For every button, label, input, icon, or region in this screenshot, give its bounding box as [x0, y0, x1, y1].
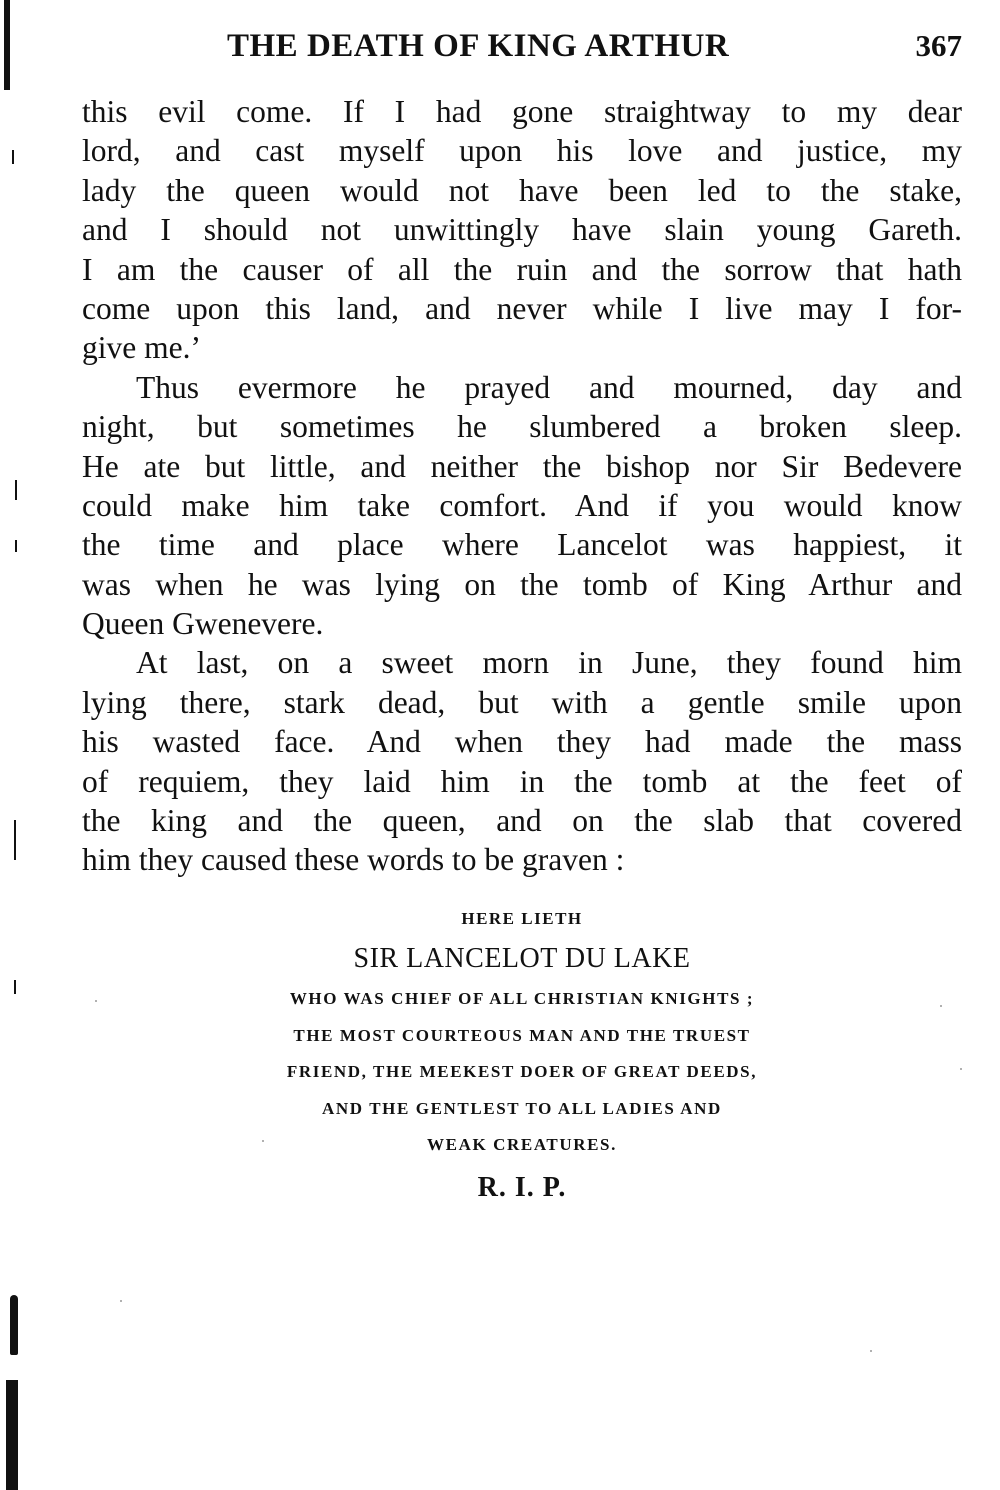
scan-edge-mark	[14, 820, 16, 860]
text-line: come upon this land, and never while I live may I for-	[82, 290, 962, 326]
text-line: night, but sometimes he slumbered a broken sleep.	[82, 409, 962, 445]
text-line: of requiem, they laid him in the tomb at the feet of	[82, 763, 962, 799]
epitaph-line: WEAK CREATURES.	[427, 1135, 617, 1154]
scan-edge-mark	[10, 1295, 18, 1355]
text-line: the time and place where Lancelot was happiest, it	[82, 527, 962, 563]
epitaph-line: FRIEND, THE MEEKEST DOER OF GREAT DEEDS,	[286, 1062, 758, 1081]
text-line: could make him take comfort. And if you would know	[82, 487, 962, 523]
scan-edge-mark	[12, 150, 14, 164]
text-line: was when he was lying on the tomb of King Arthur and	[82, 566, 962, 602]
scan-edge-mark	[6, 1380, 18, 1490]
epitaph-line: THE MOST COURTEOUS MAN AND THE TRUEST	[293, 1025, 751, 1045]
body-text	[82, 92, 962, 880]
scan-edge-mark	[15, 480, 17, 500]
text-line: lord, and cast myself upon his love and justice, my	[82, 133, 962, 169]
text-line: Thus evermore he prayed and mourned, day and	[136, 369, 962, 405]
text-line: I am the causer of all the ruin and the sorrow that hath	[82, 251, 962, 287]
scan-edge-mark	[4, 0, 10, 90]
epitaph-name: SIR LANCELOT DU LAKE	[353, 943, 691, 974]
text-line: At last, on a sweet morn in June, they found him	[136, 645, 962, 681]
scan-speck	[870, 1350, 872, 1352]
running-title: THE DEATH OF KING ARTHUR	[227, 28, 730, 64]
text-line: lying there, stark dead, but with a gentle smile upon	[82, 684, 962, 720]
page-header	[82, 28, 962, 74]
scan-edge-mark	[14, 980, 16, 994]
text-line: this evil come. If I had gone straightway to my dear	[82, 94, 962, 129]
scan-speck	[120, 1300, 122, 1302]
text-line: lady the queen would not have been led to the stake,	[82, 172, 962, 208]
scan-edge-mark	[15, 540, 17, 552]
epitaph-line: WHO WAS CHIEF OF ALL CHRISTIAN KNIGHTS ;	[289, 989, 755, 1008]
epitaph-line: AND THE GENTLEST TO ALL LADIES AND	[322, 1098, 722, 1118]
text-line: and I should not unwittingly have slain young Gareth.	[82, 212, 962, 248]
text-line: give me.’	[82, 330, 201, 366]
text-line: the king and the queen, and on the slab that covered	[82, 803, 962, 839]
text-line: He ate but little, and neither the bishop nor Sir Bedevere	[82, 448, 962, 484]
epitaph-rip: R. I. P.	[477, 1171, 567, 1203]
text-line: his wasted face. And when they had made the mass	[82, 724, 962, 760]
epitaph-here-lieth: HERE LIETH	[461, 909, 583, 928]
text-line: him they caused these words to be graven :	[82, 842, 625, 878]
page-number: 367	[915, 28, 962, 63]
text-line: Queen Gwenevere.	[82, 606, 324, 642]
epitaph	[82, 900, 962, 1212]
